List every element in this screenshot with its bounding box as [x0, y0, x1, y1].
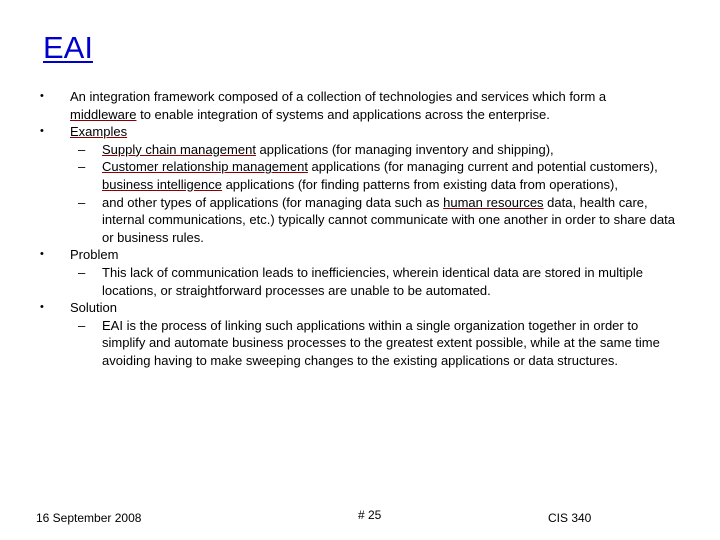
bullet-list [0, 88, 720, 370]
customer-relationship-management-link[interactable]: Customer relationship management [102, 159, 308, 175]
definition-text-end: to enable integration of systems and applications across the enterprise. [136, 106, 550, 122]
sub-item-solution [0, 317, 676, 370]
bullet-item-solution [0, 299, 670, 317]
dash-icon: – [78, 264, 86, 280]
examples-link[interactable]: Examples [70, 124, 128, 140]
slide-number: # 25 [358, 508, 382, 522]
bullet-icon: • [40, 90, 44, 102]
dash-icon: – [78, 317, 86, 333]
supply-chain-text: applications (for managing inventory and shipping), [255, 141, 554, 157]
sub-item-supply-chain [0, 141, 676, 159]
business-intelligence-text: applications (for finding patterns from existing data from operations), [221, 176, 618, 192]
footer-course: CIS 340 [548, 511, 592, 525]
solution-text: EAI is the process of linking such applications within a single organization together in order to simplify and automate business processes to the greatest extent possible, while at the same time avoiding having to make sweeping changes to the existing applications or data structures. [102, 317, 660, 368]
problem-heading: Problem [70, 247, 119, 263]
definition-text-start: An integration framework composed of a collection of technologies and services which form a [70, 89, 607, 104]
bullet-item-examples [0, 123, 670, 141]
business-intelligence-link[interactable]: business intelligence [102, 176, 222, 192]
footer-date: 16 September 2008 [36, 511, 142, 525]
human-resources-link[interactable]: human resources [443, 194, 544, 210]
bullet-item-definition [0, 88, 670, 123]
crm-text: applications (for managing current and potential customers), [307, 159, 658, 175]
middleware-link[interactable]: middleware [70, 106, 137, 122]
supply-chain-management-link[interactable]: Supply chain management [102, 141, 256, 157]
sub-item-problem [0, 264, 676, 299]
bullet-icon: • [40, 248, 44, 261]
dash-icon: – [78, 159, 86, 175]
other-apps-text-end: data, health care, internal communications, etc.) typically cannot communicate with one another in order to share data or business rules. [102, 194, 676, 245]
sub-item-other-apps [0, 194, 676, 247]
bullet-icon: • [40, 125, 44, 138]
problem-text: This lack of communication leads to inefficiencies, wherein identical data are stored in multiple locations, or straightforward processes are unable to be automated. [102, 264, 643, 298]
sub-item-crm [0, 158, 676, 193]
solution-heading: Solution [70, 300, 117, 316]
dash-icon: – [78, 141, 86, 157]
bullet-icon: • [40, 301, 44, 314]
dash-icon: – [78, 194, 86, 210]
other-apps-text-start: and other types of applications (for managing data such as [102, 194, 444, 210]
slide-title: EAI [43, 30, 93, 65]
bullet-item-problem [0, 246, 670, 264]
